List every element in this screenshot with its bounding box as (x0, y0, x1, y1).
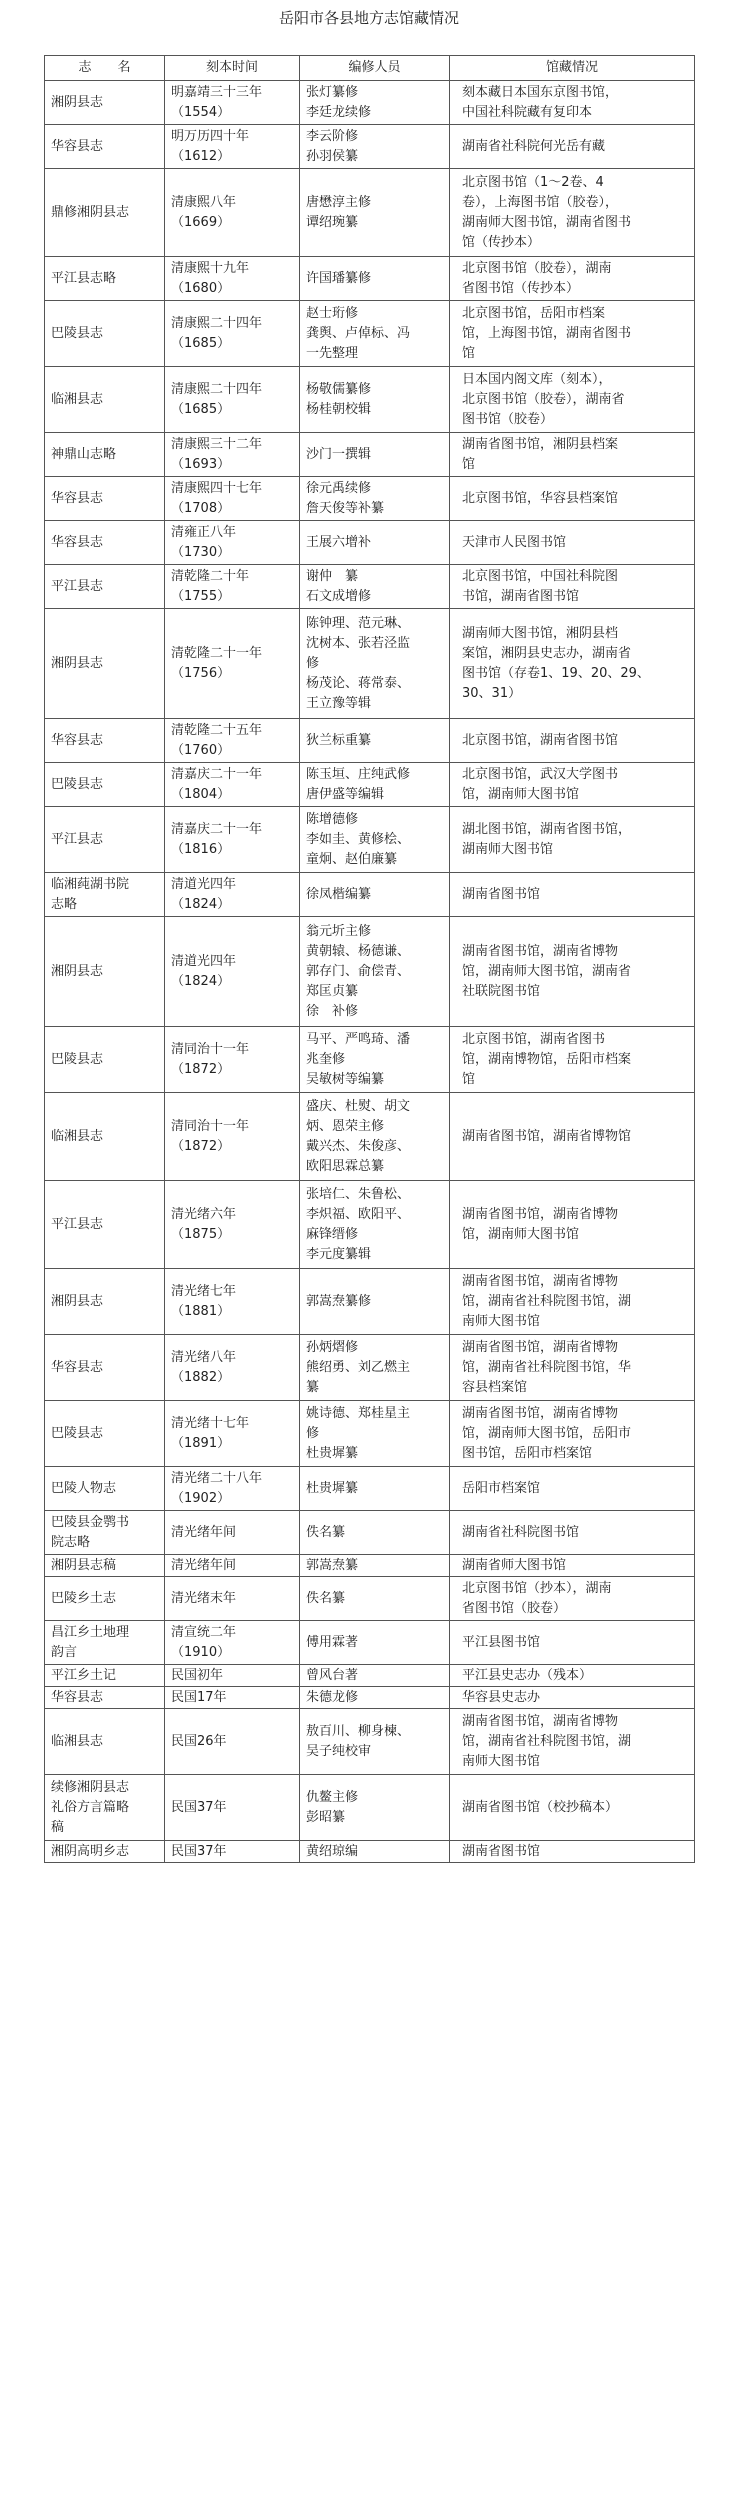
row-print-time: 清道光四年 （1824） (165, 917, 300, 1027)
table-row (45, 719, 695, 763)
row-collection: 湖南省社科院何光岳有藏 (450, 125, 695, 169)
row-editors: 陈增德修 李如圭、黄修桧、 童炯、赵伯廉纂 (300, 807, 450, 873)
row-gazetteer-name: 华容县志 (45, 125, 165, 169)
row-print-time: 清道光四年 （1824） (165, 873, 300, 917)
table-row (45, 1775, 695, 1841)
row-gazetteer-name: 巴陵县志 (45, 763, 165, 807)
table-row (45, 1181, 695, 1269)
row-editors: 马平、严鸣琦、潘 兆奎修 吴敏树等编纂 (300, 1027, 450, 1093)
row-gazetteer-name: 平江县志 (45, 807, 165, 873)
row-collection: 湖南省图书馆，湖南省博物 馆，湖南省社科院图书馆，湖 南师大图书馆 (450, 1269, 695, 1335)
table-row (45, 1687, 695, 1709)
row-print-time: 民国26年 (165, 1709, 300, 1775)
row-gazetteer-name: 鼎修湘阴县志 (45, 169, 165, 257)
table-row (45, 1401, 695, 1467)
row-gazetteer-name: 巴陵县志 (45, 301, 165, 367)
row-print-time: 明万历四十年 （1612） (165, 125, 300, 169)
row-collection: 湖南省师大图书馆 (450, 1555, 695, 1577)
row-collection: 湖南省图书馆，湖南省博物 馆，湖南师大图书馆，岳阳市 图书馆，岳阳市档案馆 (450, 1401, 695, 1467)
row-print-time: 民国37年 (165, 1841, 300, 1863)
table-row (45, 1709, 695, 1775)
row-print-time: 民国17年 (165, 1687, 300, 1709)
table-row (45, 1555, 695, 1577)
row-collection: 北京图书馆，湖南省图书 馆，湖南博物馆，岳阳市档案 馆 (450, 1027, 695, 1093)
row-gazetteer-name: 平江县志 (45, 1181, 165, 1269)
table-row (45, 807, 695, 873)
row-collection: 北京图书馆（抄本），湖南 省图书馆（胶卷） (450, 1577, 695, 1621)
table-row (45, 609, 695, 719)
row-gazetteer-name: 临湘莼湖书院 志略 (45, 873, 165, 917)
row-print-time: 清同治十一年 （1872） (165, 1027, 300, 1093)
row-collection: 北京图书馆（1～2卷、4 卷），上海图书馆（胶卷）， 湖南师大图书馆，湖南省图书 馆（传抄本） (450, 169, 695, 257)
table-row (45, 367, 695, 433)
row-editors: 许国璠纂修 (300, 257, 450, 301)
row-gazetteer-name: 平江县志 (45, 565, 165, 609)
table-row (45, 873, 695, 917)
row-collection: 湖南省图书馆，湖南省博物 馆，湖南师大图书馆 (450, 1181, 695, 1269)
row-collection: 日本国内阁文库（刻本）， 北京图书馆（胶卷），湖南省 图书馆（胶卷） (450, 367, 695, 433)
table-row (45, 1577, 695, 1621)
table-row (45, 917, 695, 1027)
row-gazetteer-name: 华容县志 (45, 477, 165, 521)
row-print-time: 清光绪六年 （1875） (165, 1181, 300, 1269)
table-row (45, 477, 695, 521)
row-print-time: 明嘉靖三十三年 （1554） (165, 81, 300, 125)
row-gazetteer-name: 华容县志 (45, 1687, 165, 1709)
row-editors: 陈钟理、范元琳、 沈树本、张若泾监 修 杨茂论、蒋常泰、 王立豫等辑 (300, 609, 450, 719)
row-collection: 刻本藏日本国东京图书馆， 中国社科院藏有复印本 (450, 81, 695, 125)
table-row (45, 1665, 695, 1687)
row-collection: 平江县史志办（残本） (450, 1665, 695, 1687)
row-print-time: 清乾隆二十年 （1755） (165, 565, 300, 609)
row-print-time: 清乾隆二十五年 （1760） (165, 719, 300, 763)
row-print-time: 清光绪八年 （1882） (165, 1335, 300, 1401)
row-gazetteer-name: 平江县志略 (45, 257, 165, 301)
table-row (45, 433, 695, 477)
table-row (45, 81, 695, 125)
row-gazetteer-name: 华容县志 (45, 521, 165, 565)
row-print-time: 清康熙八年 （1669） (165, 169, 300, 257)
row-collection: 湖南省图书馆 (450, 1841, 695, 1863)
row-collection: 平江县图书馆 (450, 1621, 695, 1665)
row-print-time: 清嘉庆二十一年 （1816） (165, 807, 300, 873)
row-editors: 佚名纂 (300, 1511, 450, 1555)
row-print-time: 清同治十一年 （1872） (165, 1093, 300, 1181)
row-print-time: 清嘉庆二十一年 （1804） (165, 763, 300, 807)
row-print-time: 清康熙二十四年 （1685） (165, 301, 300, 367)
table-row (45, 301, 695, 367)
row-collection: 湖北图书馆，湖南省图书馆， 湖南师大图书馆 (450, 807, 695, 873)
table-row (45, 169, 695, 257)
row-editors: 佚名纂 (300, 1577, 450, 1621)
header-row (45, 56, 695, 81)
row-collection: 华容县史志办 (450, 1687, 695, 1709)
row-print-time: 清光绪年间 (165, 1555, 300, 1577)
row-print-time: 民国初年 (165, 1665, 300, 1687)
row-print-time: 清光绪七年 （1881） (165, 1269, 300, 1335)
table-row (45, 565, 695, 609)
row-collection: 湖南省图书馆，湖南省博物馆 (450, 1093, 695, 1181)
row-collection: 湖南省图书馆，湖南省博物 馆，湖南师大图书馆，湖南省 社联院图书馆 (450, 917, 695, 1027)
row-gazetteer-name: 巴陵县志 (45, 1027, 165, 1093)
row-print-time: 清康熙四十七年 （1708） (165, 477, 300, 521)
table-row (45, 521, 695, 565)
row-print-time: 清康熙三十二年 （1693） (165, 433, 300, 477)
row-print-time: 清乾隆二十一年 （1756） (165, 609, 300, 719)
row-gazetteer-name: 续修湘阴县志 礼俗方言篇略 稿 (45, 1775, 165, 1841)
row-gazetteer-name: 巴陵乡土志 (45, 1577, 165, 1621)
row-collection: 湖南省图书馆，湖南省博物 馆，湖南省社科院图书馆，湖 南师大图书馆 (450, 1709, 695, 1775)
row-editors: 杜贵墀纂 (300, 1467, 450, 1511)
row-editors: 杨敬儒纂修 杨桂朝校辑 (300, 367, 450, 433)
row-editors: 狄兰标重纂 (300, 719, 450, 763)
table-row (45, 1621, 695, 1665)
row-gazetteer-name: 湘阴县志 (45, 917, 165, 1027)
table-body (45, 81, 695, 1863)
row-editors: 敖百川、柳身楝、 吴子纯校审 (300, 1709, 450, 1775)
row-editors: 赵士珩修 龚舆、卢倬标、冯 一先整理 (300, 301, 450, 367)
row-print-time: 清康熙十九年 （1680） (165, 257, 300, 301)
table-row (45, 1093, 695, 1181)
row-print-time: 清光绪末年 (165, 1577, 300, 1621)
row-editors: 盛庆、杜熨、胡文 炳、恩荣主修 戴兴杰、朱俊彦、 欧阳思霖总纂 (300, 1093, 450, 1181)
row-gazetteer-name: 神鼎山志略 (45, 433, 165, 477)
row-editors: 朱德龙修 (300, 1687, 450, 1709)
row-editors: 郭嵩焘纂 (300, 1555, 450, 1577)
row-editors: 谢仲 纂 石文成增修 (300, 565, 450, 609)
row-editors: 徐凤楷编纂 (300, 873, 450, 917)
table-row (45, 125, 695, 169)
row-editors: 张培仁、朱鲁松、 李炽福、欧阳平、 麻锋缙修 李元度纂辑 (300, 1181, 450, 1269)
table-row (45, 1027, 695, 1093)
row-print-time: 民国37年 (165, 1775, 300, 1841)
row-editors: 傅用霖著 (300, 1621, 450, 1665)
table-row (45, 1269, 695, 1335)
row-collection: 湖南省图书馆，湖南省博物 馆，湖南省社科院图书馆，华 容县档案馆 (450, 1335, 695, 1401)
table-row (45, 1511, 695, 1555)
header-print-time: 刻本时间 (165, 56, 300, 81)
table-row (45, 1335, 695, 1401)
row-print-time: 清光绪年间 (165, 1511, 300, 1555)
row-collection: 北京图书馆，湖南省图书馆 (450, 719, 695, 763)
row-gazetteer-name: 临湘县志 (45, 1709, 165, 1775)
row-collection: 北京图书馆，岳阳市档案 馆，上海图书馆，湖南省图书 馆 (450, 301, 695, 367)
row-editors: 王展六增补 (300, 521, 450, 565)
row-editors: 郭嵩焘纂修 (300, 1269, 450, 1335)
table-row (45, 763, 695, 807)
row-print-time: 清雍正八年 （1730） (165, 521, 300, 565)
row-editors: 沙门一撰辑 (300, 433, 450, 477)
row-editors: 黄绍琼编 (300, 1841, 450, 1863)
row-collection: 岳阳市档案馆 (450, 1467, 695, 1511)
row-collection: 湖南师大图书馆，湘阴县档 案馆，湘阴县史志办，湖南省 图书馆（存卷1、19、20、29、 30、31） (450, 609, 695, 719)
row-editors: 孙炳熠修 熊绍勇、刘乙燃主 纂 (300, 1335, 450, 1401)
row-gazetteer-name: 湘阴县志稿 (45, 1555, 165, 1577)
row-editors: 曾风台著 (300, 1665, 450, 1687)
row-print-time: 清光绪二十八年 （1902） (165, 1467, 300, 1511)
row-print-time: 清康熙二十四年 （1685） (165, 367, 300, 433)
table-row (45, 1841, 695, 1863)
row-gazetteer-name: 湘阴高明乡志 (45, 1841, 165, 1863)
row-editors: 唐懋淳主修 谭绍琬纂 (300, 169, 450, 257)
row-gazetteer-name: 湘阴县志 (45, 81, 165, 125)
row-gazetteer-name: 华容县志 (45, 719, 165, 763)
row-gazetteer-name: 湘阴县志 (45, 1269, 165, 1335)
row-editors: 徐元禹续修 詹天俊等补纂 (300, 477, 450, 521)
row-editors: 仇鳌主修 彭昭纂 (300, 1775, 450, 1841)
row-collection: 北京图书馆（胶卷），湖南 省图书馆（传抄本） (450, 257, 695, 301)
row-collection: 湖南省社科院图书馆 (450, 1511, 695, 1555)
row-print-time: 清宣统二年 （1910） (165, 1621, 300, 1665)
row-gazetteer-name: 平江乡土记 (45, 1665, 165, 1687)
header-collection: 馆藏情况 (450, 56, 695, 81)
row-editors: 陈玉垣、庄纯武修 唐伊盛等编辑 (300, 763, 450, 807)
table-row (45, 257, 695, 301)
row-gazetteer-name: 巴陵县金鹗书 院志略 (45, 1511, 165, 1555)
collection-table (44, 55, 695, 1863)
row-editors: 姚诗德、郑桂星主 修 杜贵墀纂 (300, 1401, 450, 1467)
row-editors: 翁元圻主修 黄朝辕、杨德谦、 郭存门、俞偿青、 郑匡贞纂 徐 补修 (300, 917, 450, 1027)
row-gazetteer-name: 昌江乡土地理 韵言 (45, 1621, 165, 1665)
row-editors: 张灯纂修 李廷龙续修 (300, 81, 450, 125)
row-print-time: 清光绪十七年 （1891） (165, 1401, 300, 1467)
row-gazetteer-name: 湘阴县志 (45, 609, 165, 719)
row-gazetteer-name: 巴陵人物志 (45, 1467, 165, 1511)
row-gazetteer-name: 临湘县志 (45, 1093, 165, 1181)
table-row (45, 1467, 695, 1511)
header-editors: 编修人员 (300, 56, 450, 81)
row-collection: 北京图书馆，武汉大学图书 馆，湖南师大图书馆 (450, 763, 695, 807)
row-editors: 李云阶修 孙羽侯纂 (300, 125, 450, 169)
row-collection: 湖南省图书馆（校抄稿本） (450, 1775, 695, 1841)
row-collection: 湖南省图书馆，湘阴县档案 馆 (450, 433, 695, 477)
row-collection: 湖南省图书馆 (450, 873, 695, 917)
row-gazetteer-name: 巴陵县志 (45, 1401, 165, 1467)
row-gazetteer-name: 临湘县志 (45, 367, 165, 433)
row-collection: 北京图书馆，华容县档案馆 (450, 477, 695, 521)
row-gazetteer-name: 华容县志 (45, 1335, 165, 1401)
row-collection: 天津市人民图书馆 (450, 521, 695, 565)
page-title: 岳阳市各县地方志馆藏情况 (278, 9, 459, 27)
row-collection: 北京图书馆，中国社科院图 书馆，湖南省图书馆 (450, 565, 695, 609)
header-gazetteer-name: 志 名 (45, 56, 165, 81)
